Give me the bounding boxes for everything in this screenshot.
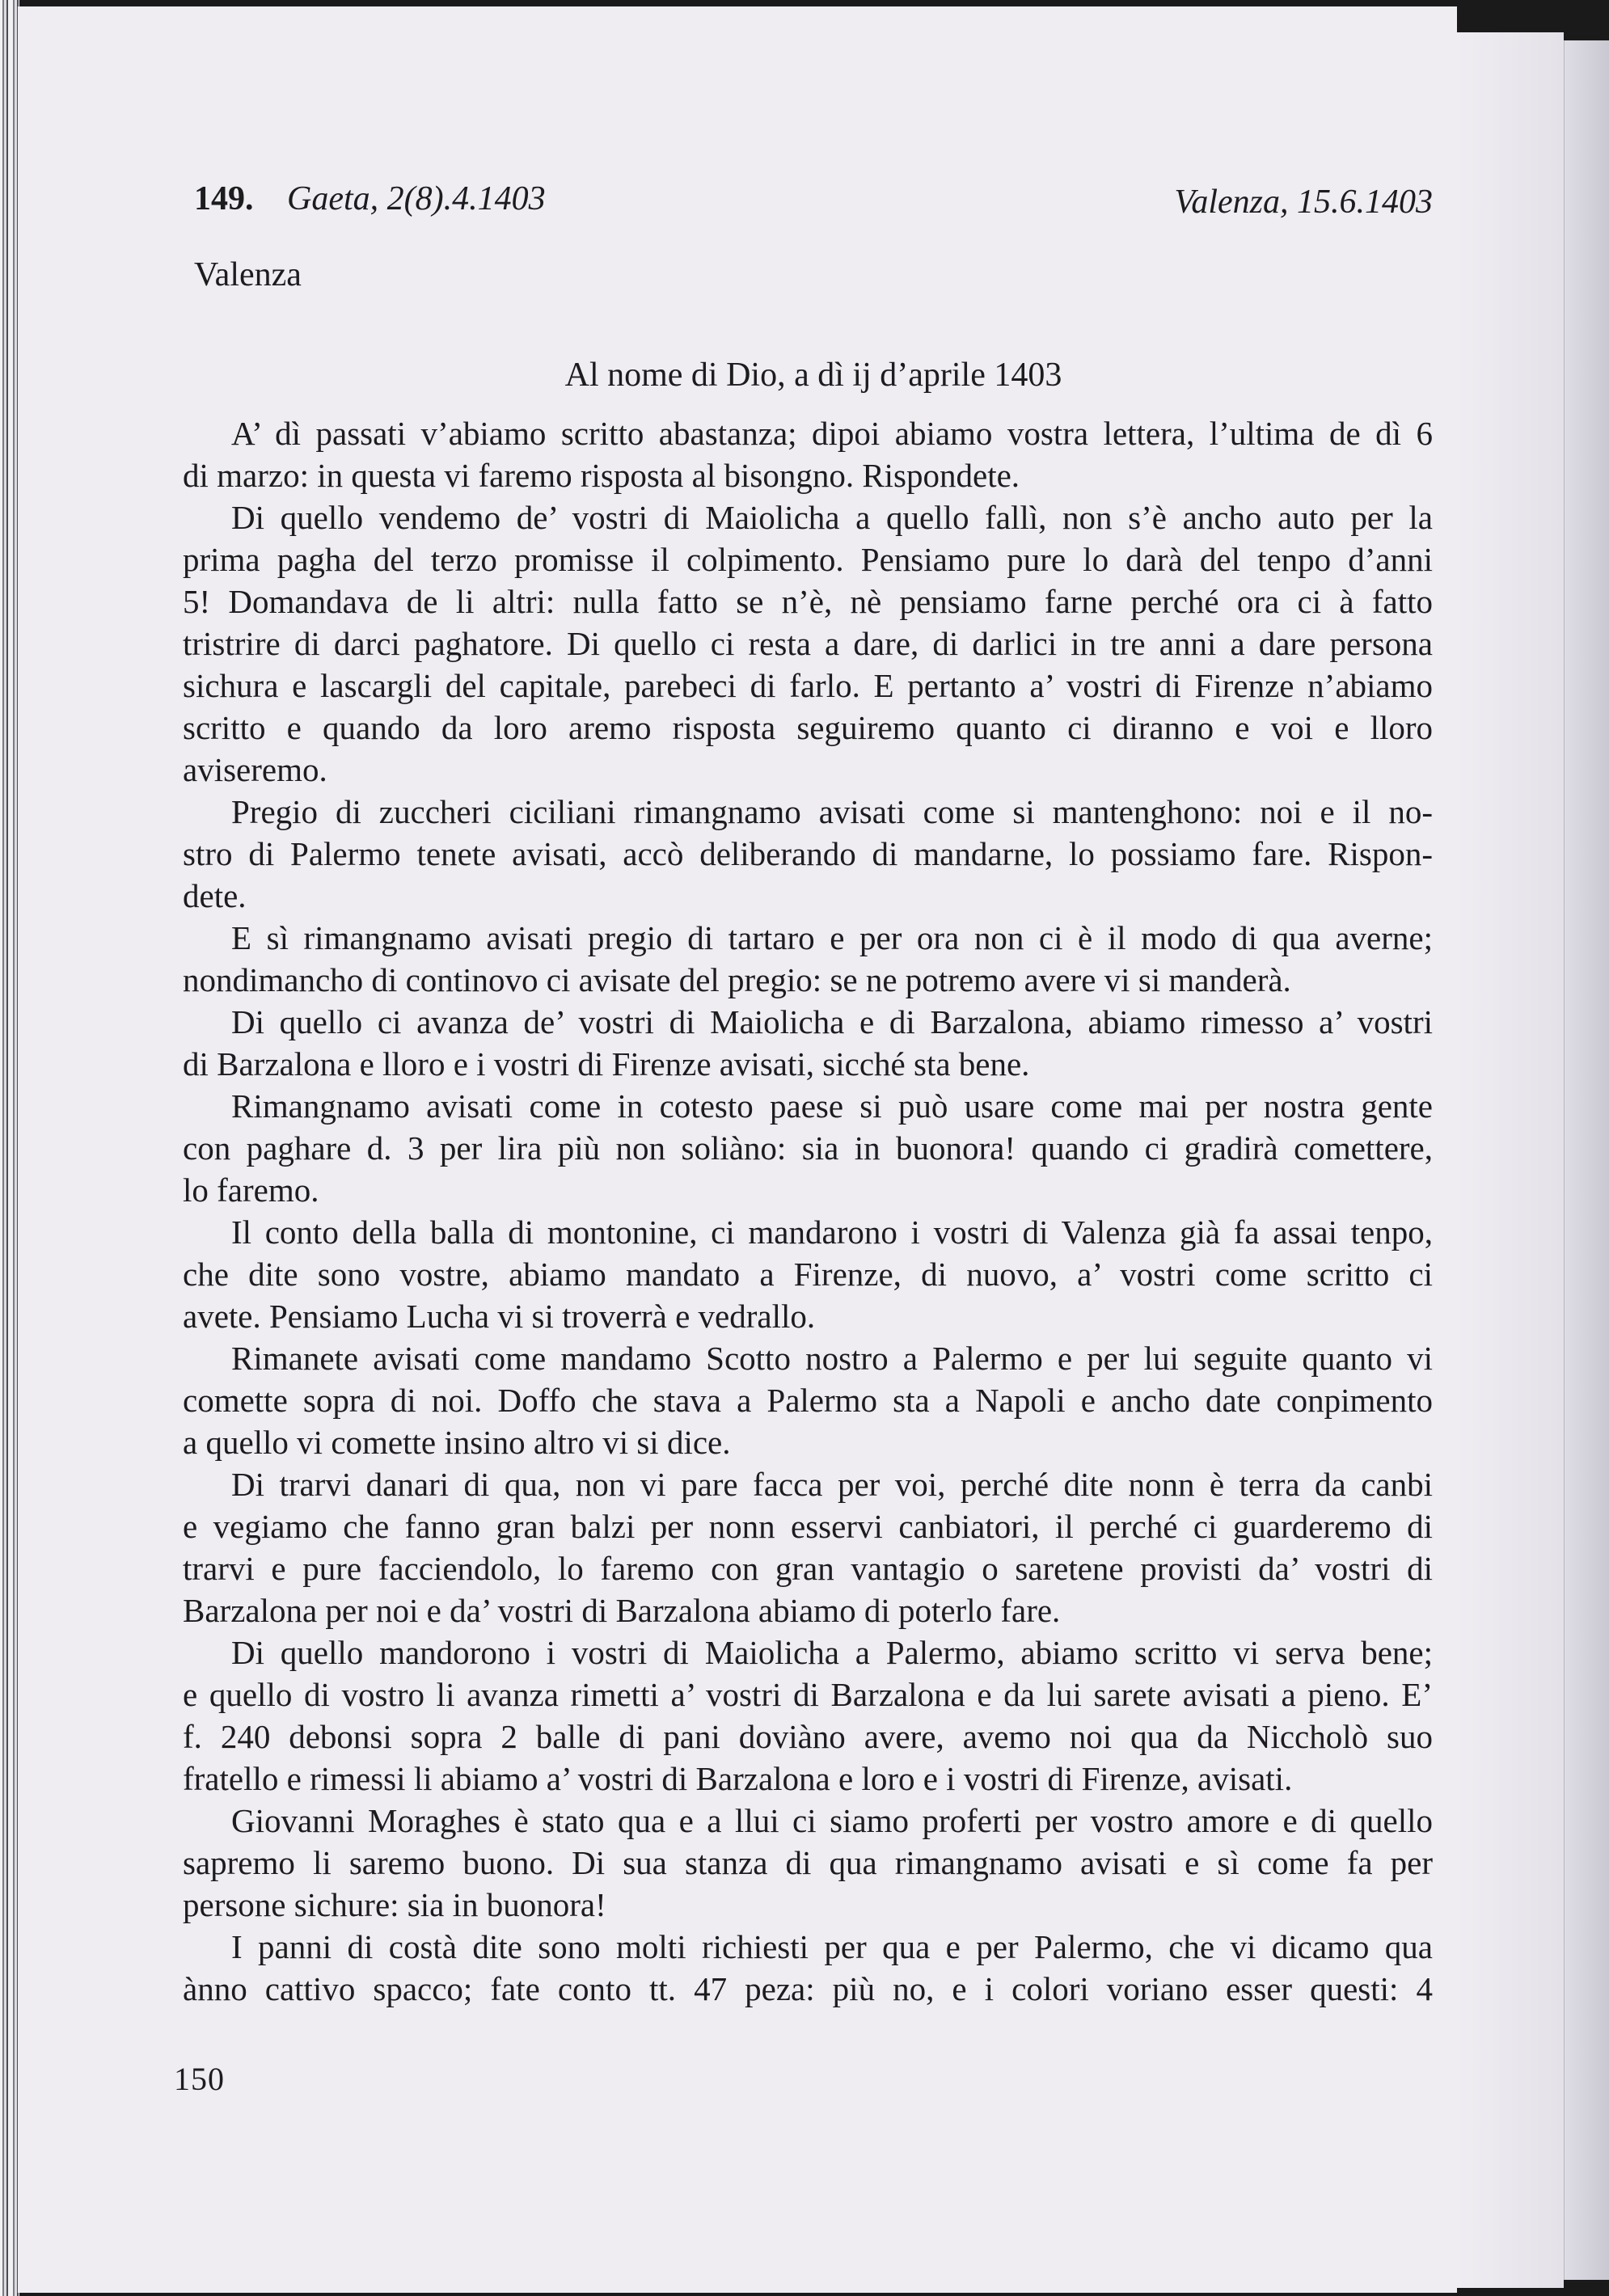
text-line: aviseremo. (183, 751, 327, 788)
paragraph (183, 1463, 1433, 1631)
text-line: tristrire di darci paghatore. Di quello ci resta a dare, di darlici in tre anni a dare persona (183, 625, 1433, 662)
paragraph (183, 412, 1433, 496)
text-line: 5! Domandava de li altri: nulla fatto se n’è, nè pensiamo farne perché ora ci à fatto (183, 583, 1433, 620)
text-line: I panni di costà dite sono molti richiesti per qua e per Palermo, che vi dicamo qua (231, 1928, 1433, 1965)
text-line: sichura e lascargli del capitale, parebeci di farlo. E pertanto a’ vostri di Firenze n’abiamo (183, 667, 1433, 704)
text-line: A’ dì passati v’abiamo scritto abastanza; dipoi abiamo vostra lettera, l’ultima de dì 6 (231, 415, 1433, 452)
page-fold (1457, 32, 1564, 2288)
paragraph (183, 1001, 1433, 1085)
letter-arrival-date: Valenza, 15.6.1403 (1174, 184, 1433, 221)
text-line: stro di Palermo tenete avisati, accò deliberando di mandarne, lo possiamo fare. Rispon- (183, 835, 1433, 872)
text-line: lo faremo. (183, 1171, 319, 1209)
text-line: scritto e quando da loro aremo risposta seguiremo quanto ci diranno e voi e lloro (183, 709, 1433, 746)
paragraph (183, 1211, 1433, 1337)
text-line: Di quello mandorono i vostri di Maiolicha a Palermo, abiamo scritto vi serva bene; (231, 1634, 1433, 1671)
text-line: ànno cattivo spacco; fate conto tt. 47 peza: più no, e i colori voriano esser questi: 4 (183, 1970, 1433, 2007)
text-line: con paghare d. 3 per lira più non soliàno: sia in buonora! quando ci gradirà comettere, (183, 1129, 1433, 1167)
text-line: Di quello vendemo de’ vostri di Maiolicha a quello fallì, non s’è ancho auto per la (231, 499, 1433, 536)
text-line: Giovanni Moraghes è stato qua e a llui ci siamo proferti per vostro amore e di quello (231, 1802, 1433, 1839)
paragraph (183, 917, 1433, 1001)
text-line: Rimangnamo avisati come in cotesto paese si può usare come mai per nostra gente (231, 1087, 1433, 1125)
paragraph (183, 496, 1433, 791)
text-line: avete. Pensiamo Lucha vi si troverrà e vedrallo. (183, 1298, 816, 1335)
text-line: prima pagha del terzo promisse il colpimento. Pensiamo pure lo darà del tenpo d’anni (183, 541, 1433, 578)
text-line: e quello di vostro li avanza rimetti a’ vostri di Barzalona e da lui sarete avisati a pieno. E’ (183, 1676, 1433, 1713)
text-line: di marzo: in questa vi faremo risposta al bisongno. Rispondete. (183, 457, 1020, 494)
text-line: sapremo li saremo buono. Di sua stanza di qua rimangnamo avisati e sì come fa per (183, 1844, 1433, 1881)
paragraph (183, 1337, 1433, 1463)
text-line: comette sopra di noi. Doffo che stava a Palermo sta a Napoli e ancho date conpimento (183, 1382, 1433, 1419)
paragraph (183, 1926, 1433, 2010)
page-stack-edge (0, 0, 19, 2296)
letter-salutation: Al nome di Dio, a dì ij d’aprile 1403 (564, 357, 1062, 394)
letter-origin-date: Gaeta, 2(8).4.1403 (287, 180, 546, 217)
text-line: Il conto della balla di montonine, ci mandarono i vostri di Valenza già fa assai tenpo, (231, 1213, 1433, 1251)
text-line: Barzalona per noi e da’ vostri di Barzalona abiamo di poterlo fare. (183, 1592, 1061, 1629)
text-line: trarvi e pure facciendolo, lo faremo con gran vantagio o saretene provisti da’ vostri di (183, 1550, 1433, 1587)
paragraph (183, 1085, 1433, 1211)
text-line: f. 240 debonsi sopra 2 balle di pani doviàno avere, avemo noi qua da Niccholò suo (183, 1718, 1433, 1755)
text-line: dete. (183, 877, 247, 914)
text-line: Di trarvi danari di qua, non vi pare facca per voi, perché dite nonn è terra da canbi (231, 1466, 1433, 1503)
letter-number: 149. (194, 180, 254, 217)
text-line: nondimancho di continovo ci avisate del pregio: se ne potremo avere vi si manderà. (183, 961, 1291, 998)
letter-recipient: Valenza (194, 256, 302, 293)
text-line: a quello vi comette insino altro vi si dice. (183, 1424, 731, 1461)
paragraph (183, 791, 1433, 917)
page-number: 150 (174, 2061, 225, 2097)
text-line: persone sichure: sia in buonora! (183, 1886, 606, 1923)
text-line: Rimanete avisati come mandamo Scotto nostro a Palermo e per lui seguite quanto vi (231, 1340, 1433, 1377)
paragraph (183, 1631, 1433, 1800)
text-line: e vegiamo che fanno gran balzi per nonn esservi canbiatori, il perché ci guarderemo di (183, 1508, 1433, 1545)
paragraph (183, 1800, 1433, 1926)
letter-body (183, 412, 1433, 2010)
text-line: Di quello ci avanza de’ vostri di Maiolicha e di Barzalona, abiamo rimesso a’ vostri (231, 1003, 1433, 1040)
next-page-edge (1564, 40, 1609, 2280)
text-line: Pregio di zuccheri ciciliani rimangnamo avisati come si mantenghono: noi e il no- (231, 793, 1433, 830)
text-line: che dite sono vostre, abiamo mandato a Firenze, di nuovo, a’ vostri come scritto ci (183, 1256, 1433, 1293)
text-line: E sì rimangnamo avisati pregio di tartaro e per ora non ci è il modo di qua averne; (231, 919, 1433, 956)
text-line: di Barzalona e lloro e i vostri di Firenze avisati, sicché sta bene. (183, 1045, 1030, 1083)
text-line: fratello e rimessi li abiamo a’ vostri di Barzalona e loro e i vostri di Firenze, avisati. (183, 1760, 1293, 1797)
